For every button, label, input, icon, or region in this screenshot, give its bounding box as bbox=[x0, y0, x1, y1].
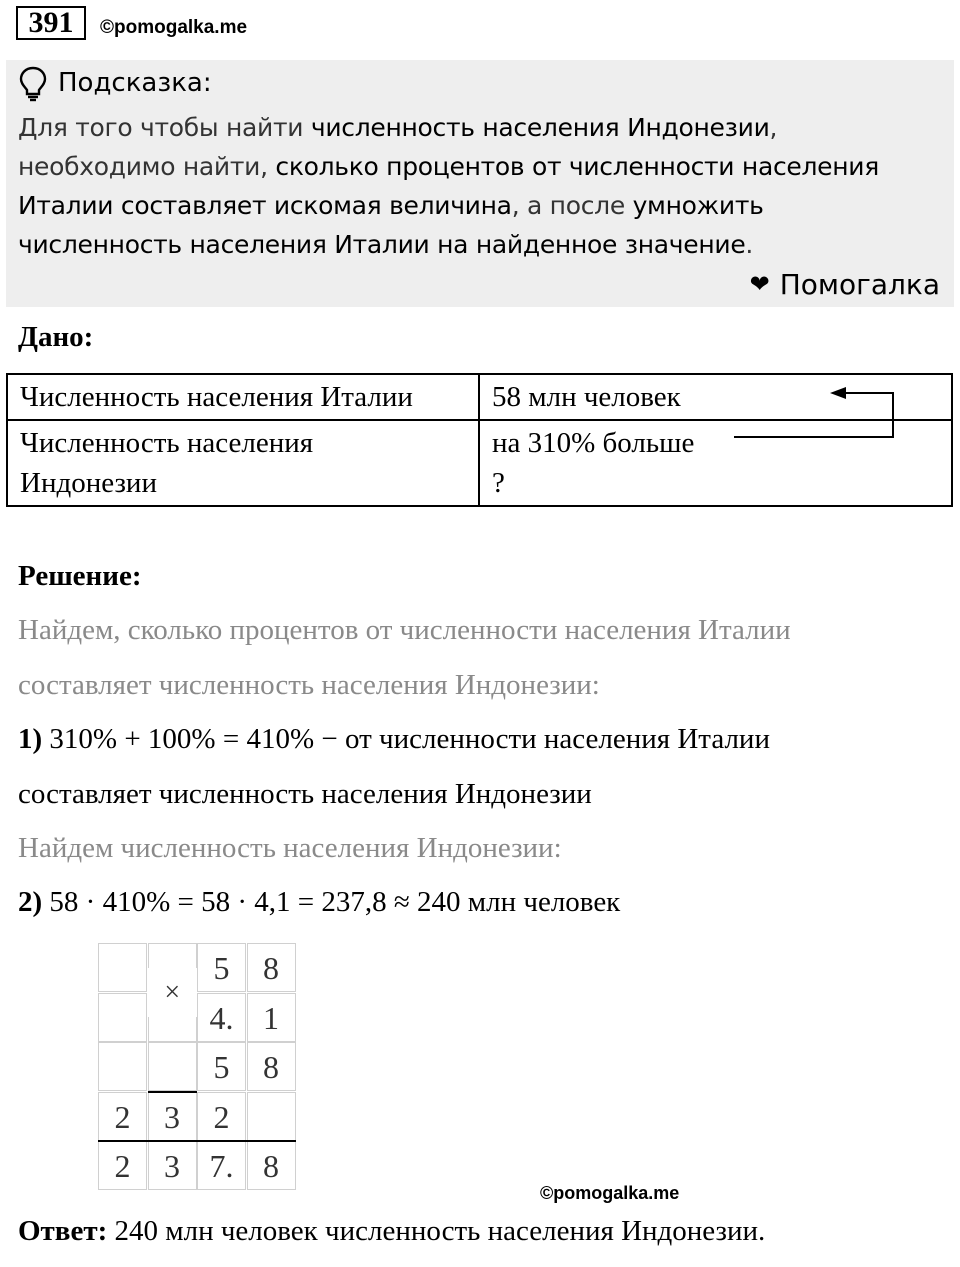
watermark-bottom: ©pomogalka.me bbox=[540, 1183, 680, 1203]
answer-line bbox=[18, 1215, 765, 1248]
given-title: Дано: bbox=[18, 321, 94, 353]
hint-line-4 bbox=[18, 230, 753, 259]
watermark-top: ©pomogalka.me bbox=[100, 17, 248, 38]
calc-cell: 8 bbox=[247, 1042, 296, 1091]
italy-population-label: Численность населения Италии bbox=[20, 381, 413, 413]
task-number: 391 bbox=[16, 6, 86, 40]
hint-line-1 bbox=[18, 113, 777, 142]
calc-cell: 2 bbox=[98, 1141, 147, 1190]
calc-cell: 3 bbox=[148, 1141, 197, 1190]
hint-line-2 bbox=[18, 152, 879, 181]
calc-cell: 1 bbox=[247, 993, 296, 1042]
italy-population-value: 58 млн человек bbox=[492, 381, 681, 413]
calc-cell bbox=[98, 943, 147, 992]
relation-arrow-icon bbox=[720, 380, 910, 444]
step2-number: 2) bbox=[18, 886, 43, 918]
calc-cell: 2 bbox=[98, 1092, 147, 1141]
step1-expression: 310% + 100% = 410% − от численности населения Италии bbox=[42, 723, 770, 755]
given-label-cell bbox=[7, 420, 479, 506]
step1-intro-line2: составляет численность населения Индонезии: bbox=[18, 669, 600, 701]
hint-text: необходимо найти, bbox=[18, 152, 276, 181]
step2-expression: 58 · 410% = 58 · 4,1 = 237,8 ≈ 240 млн человек bbox=[42, 886, 621, 918]
column-multiplication bbox=[98, 943, 296, 1189]
step1-line2: составляет численность населения Индонезии bbox=[18, 778, 592, 810]
given-label-cell bbox=[7, 374, 479, 420]
answer-text: 240 млн человек численность населения Индонезии. bbox=[107, 1215, 766, 1247]
calc-cell bbox=[98, 993, 147, 1042]
solution-title: Решение: bbox=[18, 560, 142, 592]
calc-result-line bbox=[98, 1140, 296, 1142]
hint-line-3 bbox=[18, 191, 764, 220]
hint-key-phrase: Италии составляет искомая величина bbox=[18, 191, 512, 220]
hint-signature bbox=[750, 268, 940, 301]
hint-key-phrase: умножить bbox=[632, 191, 764, 220]
calc-cell: 2 bbox=[197, 1092, 246, 1141]
answer-label: Ответ: bbox=[18, 1215, 108, 1247]
calc-result-line bbox=[148, 1091, 198, 1093]
indonesia-label-line2: Индонезии bbox=[20, 467, 157, 499]
step1-line1 bbox=[18, 723, 770, 756]
hint-key-phrase: численность населения Италии на найденное значение bbox=[18, 230, 746, 259]
calc-cell bbox=[98, 1042, 147, 1091]
hint-key-phrase: сколько процентов от численности населения bbox=[275, 152, 879, 181]
step1-intro-line1: Найдем, сколько процентов от численности населения Италии bbox=[18, 614, 791, 646]
indonesia-value-line1: на 310% больше bbox=[492, 427, 695, 459]
signature-text: Помогалка bbox=[779, 268, 940, 301]
calc-cell: 8 bbox=[247, 943, 296, 992]
calc-cell: 3 bbox=[148, 1092, 197, 1141]
calc-cell: 7. bbox=[197, 1141, 246, 1190]
hint-key-phrase: численность населения Индонезии bbox=[310, 113, 770, 142]
calc-cell: 5 bbox=[197, 943, 246, 992]
calc-cell: 8 bbox=[247, 1141, 296, 1190]
heart-icon: ❤ bbox=[749, 270, 770, 298]
multiply-sign: × bbox=[148, 968, 198, 1018]
indonesia-label-line1: Численность населения bbox=[20, 427, 314, 459]
indonesia-value-line2: ? bbox=[492, 467, 505, 499]
calc-cell bbox=[148, 1042, 197, 1091]
calc-cell: 5 bbox=[197, 1042, 246, 1091]
step2-line bbox=[18, 886, 620, 919]
calc-cell bbox=[247, 1092, 296, 1141]
calc-cell: 4. bbox=[197, 993, 246, 1042]
lightbulb-icon bbox=[18, 66, 48, 102]
hint-text: Для того чтобы найти bbox=[18, 113, 311, 142]
hint-text: . bbox=[745, 230, 754, 259]
step1-number: 1) bbox=[18, 723, 43, 755]
step2-intro: Найдем численность населения Индонезии: bbox=[18, 832, 562, 864]
hint-title: Подсказка: bbox=[58, 68, 212, 98]
hint-text: , bbox=[769, 113, 778, 142]
hint-text: , а после bbox=[511, 191, 633, 220]
